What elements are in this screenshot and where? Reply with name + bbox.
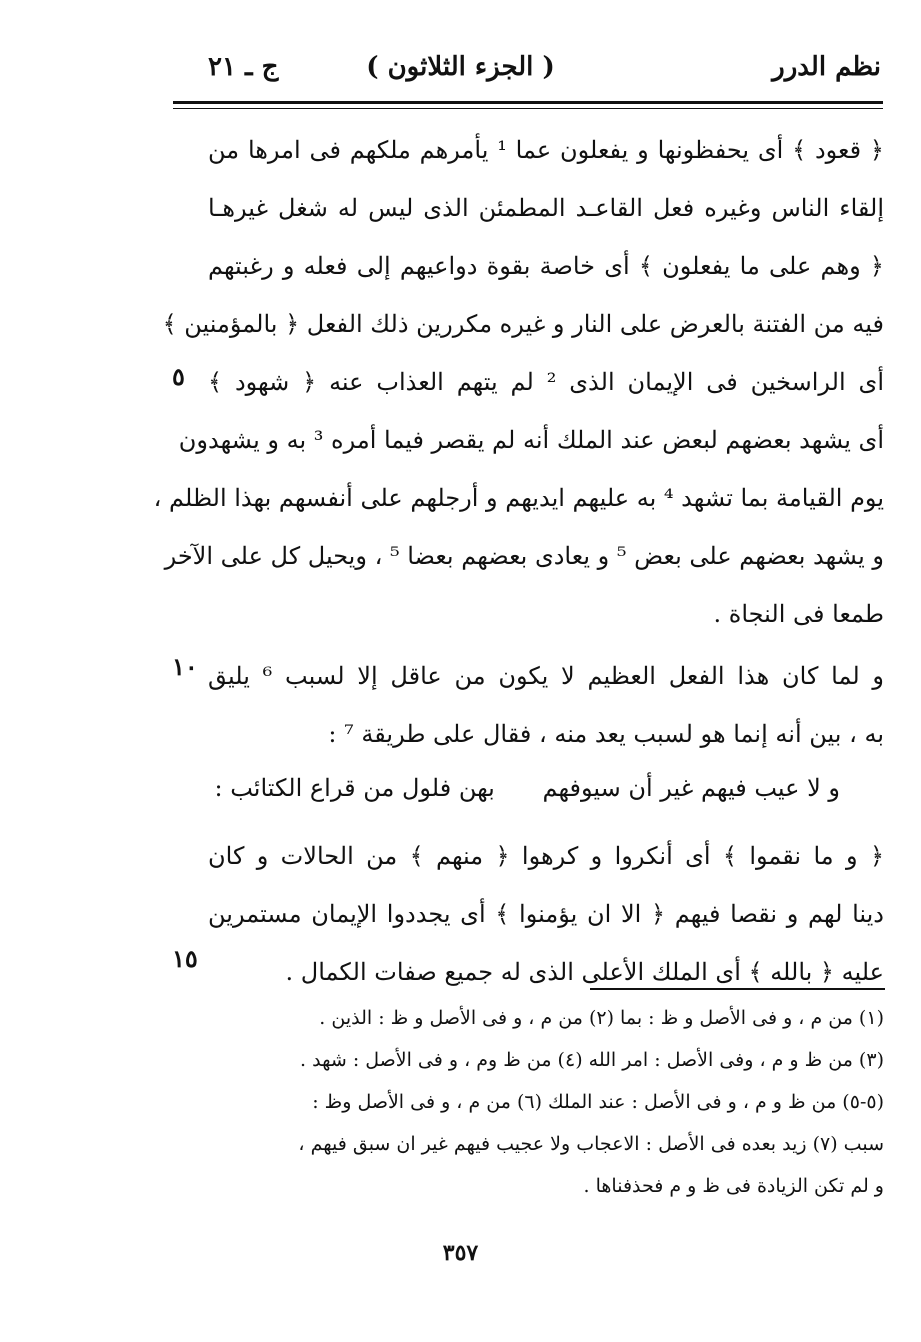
footnote-line: (١) من م ، و فى الأصل و ظ : بما (٢) من م ، و فى الأصل و ظ : الذين . <box>319 1007 884 1029</box>
line-number-15: ١٥ <box>172 944 198 973</box>
text-line-2: إلقاء الناس وغيره فعل القاعـد المطمئن الذى ليس له شغل غيرهـا <box>208 194 884 222</box>
footnote-line: سبب (٧) زيد بعده فى الأصل : الاعجاب ولا عجيب فيهم غير ان سبق فيهم ، <box>298 1133 884 1155</box>
page-number: ٣٥٧ <box>442 1240 479 1266</box>
running-header <box>0 52 921 102</box>
text-line-6: أى يشهد بعضهم لبعض عند الملك أنه لم يقصر فيما أمره ³ به و يشهدون <box>178 426 884 454</box>
poetry-verse <box>214 758 840 818</box>
verse-second-hemistich: بهن فلول من قراع الكتائب : <box>214 774 495 802</box>
header-rule-thin <box>173 108 883 109</box>
text-line-8: و يشهد بعضهم على بعض ⁵ و يعادى بعضهم بعضا ⁵ ، ويحيل كل على الآخر <box>164 542 884 570</box>
header-rule-thick <box>173 101 883 104</box>
text-line-5: أى الراسخين فى الإيمان الذى ² لم يتهم العذاب عنه ﴿ شهود ﴾ <box>208 368 884 396</box>
footnote-line: (٥-٥) من ظ و م ، و فى الأصل : عند الملك (٦) من م ، و فى الأصل وظ : <box>312 1091 884 1113</box>
book-title: نظم الدرر <box>772 52 881 82</box>
text-line-10: و لما كان هذا الفعل العظيم لا يكون من عاقل إلا لسبب ⁶ يليق <box>208 662 884 690</box>
text-line-11: به ، بين أنه إنما هو لسبب يعد منه ، فقال على طريقة ⁷ : <box>328 720 884 748</box>
footnote-rule <box>590 988 885 990</box>
text-line-3: ﴿ وهم على ما يفعلون ﴾ أى خاصة بقوة دواعيهم إلى فعله و رغبتهم <box>208 252 884 280</box>
text-line-4: فيه من الفتنة بالعرض على النار و غيره مكررين ذلك الفعل ﴿ بالمؤمنين ﴾ <box>162 310 884 338</box>
text-line-14: عليه ﴿ بالله ﴾ أى الملك الأعلى الذى له جميع صفات الكمال . <box>285 958 884 986</box>
footnote-line: و لم تكن الزيادة فى ظ و م فحذفناها . <box>583 1175 884 1197</box>
line-number-10: ١٠ <box>172 652 198 681</box>
text-line-1: ﴿ قعود ﴾ أى يحفظونها و يفعلون عما ¹ يأمرهم ملكهم فى امرها من <box>208 136 884 164</box>
text-line-9: طمعا فى النجاة . <box>713 600 884 628</box>
text-line-13: دينا لهم و نقصا فيهم ﴿ الا ان يؤمنوا ﴾ أى يجددوا الإيمان مستمرين <box>208 900 884 928</box>
volume-label: ج ـ ٢١ <box>208 52 279 82</box>
text-line-12: ﴿ و ما نقموا ﴾ أى أنكروا و كرهوا ﴿ منهم ﴾ من الحالات و كان <box>208 842 885 870</box>
text-line-7: يوم القيامة بما تشهد ⁴ به عليهم ايديهم و أرجلهم على أنفسهم بهذا الظلم ، <box>153 484 884 512</box>
part-title: ( الجزء الثلاثون ) <box>366 52 555 82</box>
verse-first-hemistich: و لا عيب فيهم غير أن سيوفهم <box>542 774 840 802</box>
line-number-5: ٥ <box>172 362 185 391</box>
footnote-line: (٣) من ظ و م ، وفى الأصل : امر الله (٤) من ظ وم ، و فى الأصل : شهد . <box>300 1049 884 1071</box>
